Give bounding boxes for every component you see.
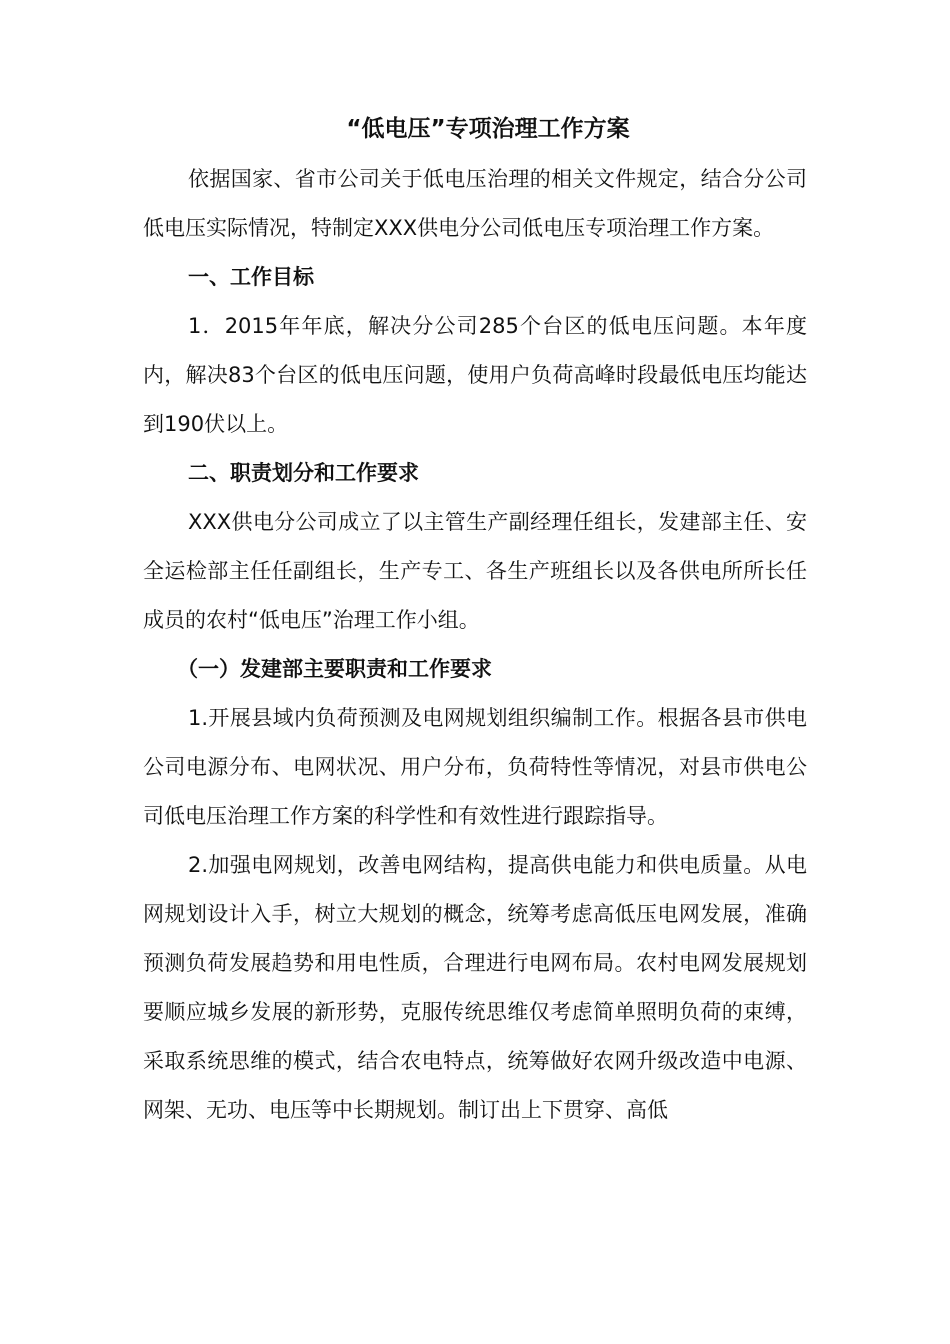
responsibilities-intro-paragraph: XXX供电分公司成立了以主管生产副经理任组长，发建部主任、安全运检部主任任副组长，生产专工、各生产班组长以及各供电所所长任成员的农村“低电压”治理工作小组。 [143,510,807,632]
section-heading-responsibilities: 二、职责划分和工作要求 [188,461,419,485]
development-dept-item-2: 2.加强电网规划，改善电网结构，提高供电能力和供电质量。从电网规划设计入手，树立大规划的概念，统筹考虑高低压电网发展，准确预测负荷发展趋势和用电性质，合理进行电网布局。农村电网发展规划要顺应城乡发展的新形势，克服传统思维仅考虑简单照明负荷的束缚，采取系统思维的模式，结合农电特点，统筹做好农网升级改造中电源、网架、无功、电压等中长期规划。制订出上下贯穿、高低 [143,853,807,1122]
section-heading-work-goals: 一、工作目标 [188,265,314,289]
work-goal-item-1: 1．2015年年底，解决分公司285个台区的低电压问题。本年度内，解决83个台区的低电压问题，使用户负荷高峰时段最低电压均能达到190伏以上。 [143,314,807,436]
development-dept-item-1: 1.开展县域内负荷预测及电网规划组织编制工作。根据各县市供电公司电源分布、电网状况、用户分布，负荷特性等情况，对县市供电公司低电压治理工作方案的科学性和有效性进行跟踪指导。 [143,706,807,828]
document-title: “低电压”专项治理工作方案 [346,116,630,142]
document-body [143,105,807,1135]
subsection-heading-development-dept: （一）发建部主要职责和工作要求 [177,657,492,681]
intro-paragraph: 依据国家、省市公司关于低电压治理的相关文件规定，结合分公司低电压实际情况，特制定XXX供电分公司低电压专项治理工作方案。 [143,167,807,240]
